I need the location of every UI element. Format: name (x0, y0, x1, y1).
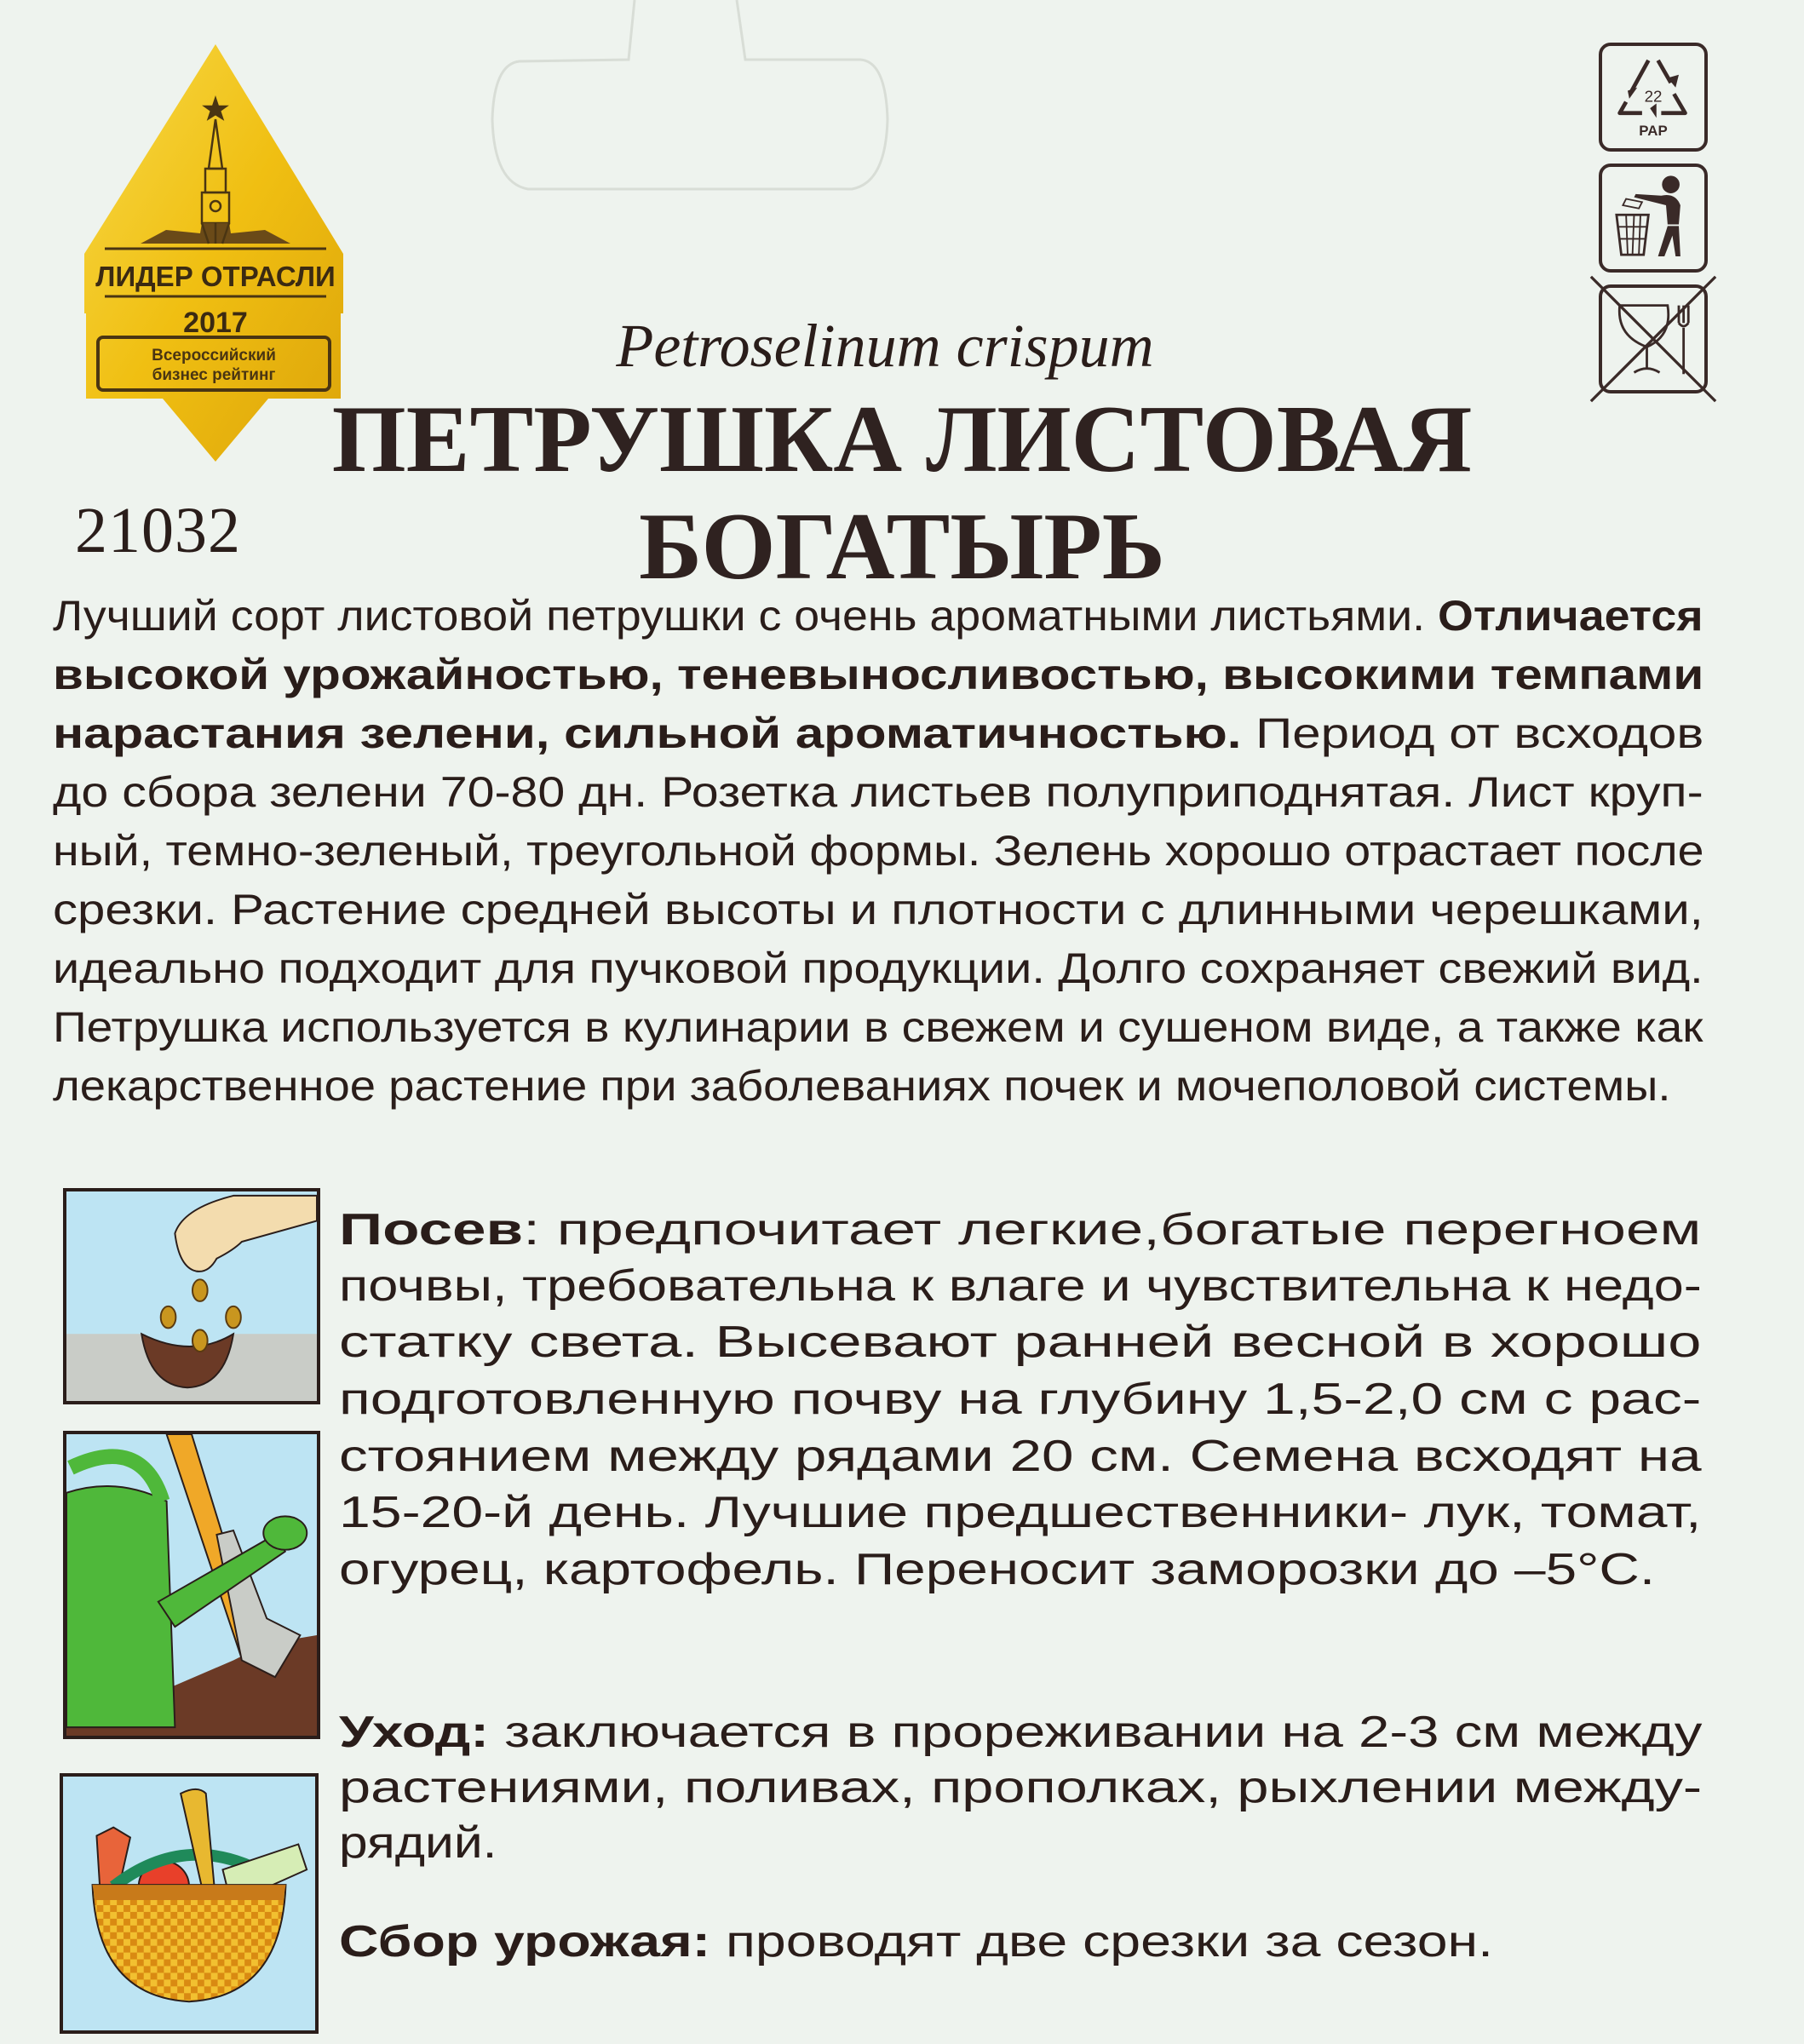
text: проводят две срезки за сезон. (710, 1917, 1494, 1966)
article-number: 21032 (75, 495, 241, 566)
text: до сбора зелени 70-80 дн. Розетка листьев полуприподнятая. Лист круп- (53, 768, 1703, 816)
sowing-line (339, 1547, 1655, 1592)
description-line (53, 653, 1703, 696)
description-line (53, 827, 1704, 875)
product-title-line-1: ПЕТРУШКА ЛИСТОВАЯ (331, 387, 1473, 492)
text: Период от всходов (1241, 709, 1704, 757)
text: Петрушка используется в кулинарии в свежем и сушеном виде, а также как (53, 1003, 1703, 1051)
sowing-line (339, 1205, 1702, 1255)
sowing-illustration (63, 1188, 320, 1404)
text: ный, темно-зеленый, треугольной формы. Зелень хорошо отрастает после (53, 827, 1704, 875)
bold-text: Сбор урожая: (339, 1917, 711, 1966)
svg-text:PAP: PAP (1639, 123, 1668, 139)
vegetable-basket-illustration (60, 1773, 319, 2034)
bold-text: нарастания зелени, сильной ароматичностью. (53, 709, 1242, 757)
description-line (53, 944, 1703, 992)
text: идеально подходит для пучковой продукции. Долго сохраняет свежий вид. (53, 944, 1703, 992)
description-line (53, 888, 1703, 931)
sowing-line (339, 1261, 1702, 1311)
text: растениями, поливах, прополках, рыхлении между- (339, 1763, 1703, 1812)
care-line (339, 1708, 1703, 1757)
harvest-line (339, 1917, 1494, 1966)
bold-text: Уход: (339, 1708, 490, 1757)
text: Лучший сорт листовой петрушки с очень ароматными листьями. (53, 592, 1439, 640)
svg-text:Всероссийский: Всероссийский (152, 347, 276, 365)
svg-text:2017: 2017 (183, 307, 248, 339)
text: подготовленную почву на глубину 1,5-2,0 см с рас- (339, 1375, 1702, 1424)
bold-text: высокой урожайностью, теневыносливостью, высокими темпами (53, 651, 1704, 698)
product-title-line-2: БОГАТЫРЬ (639, 494, 1165, 600)
description-line (53, 1003, 1703, 1051)
text: заключается в прореживании на 2-3 см между (489, 1708, 1703, 1757)
bold-text: Отличается (1438, 592, 1703, 640)
recycle-paper-icon (1599, 43, 1708, 152)
hang-tab-emboss (477, 0, 903, 196)
text: статку света. Высевают ранней весной в хорошо (339, 1318, 1702, 1367)
tidy-man-icon (1599, 164, 1708, 273)
description-line (53, 709, 1704, 757)
text: 15-20-й день. Лучшие предшественники- лук, томат, (339, 1488, 1702, 1537)
sowing-line (339, 1490, 1701, 1535)
svg-text:22: 22 (1644, 87, 1663, 106)
latin-name: Petroselinum crispum (616, 312, 1154, 380)
description-line (53, 768, 1703, 816)
text: рядий. (339, 1818, 497, 1868)
text: лекарственное растение при заболеваниях почек и мочеполовой системы. (53, 1062, 1671, 1110)
description-line (53, 592, 1703, 640)
svg-text:бизнес рейтинг: бизнес рейтинг (152, 366, 276, 384)
care-line (339, 1818, 497, 1868)
sowing-line (339, 1318, 1702, 1367)
text: : предпочитает легкие,богатые перегноем (523, 1205, 1702, 1255)
sowing-line (339, 1432, 1702, 1481)
text: огурец, картофель. Переносит заморозки до –5°С. (339, 1545, 1656, 1594)
text: почвы, требовательна к влаге и чувствительна к недо- (339, 1261, 1702, 1311)
care-line (339, 1763, 1703, 1812)
text: срезки. Растение средней высоты и плотности с длинными черешками, (53, 886, 1703, 933)
svg-text:ЛИДЕР ОТРАСЛИ: ЛИДЕР ОТРАСЛИ (95, 261, 336, 292)
description-line (53, 1062, 1671, 1110)
text: стоянием между рядами 20 см. Семена всходят на (339, 1432, 1702, 1481)
sowing-line (339, 1375, 1702, 1424)
bold-text: Посев (339, 1205, 524, 1255)
watering-can-illustration (63, 1431, 320, 1739)
